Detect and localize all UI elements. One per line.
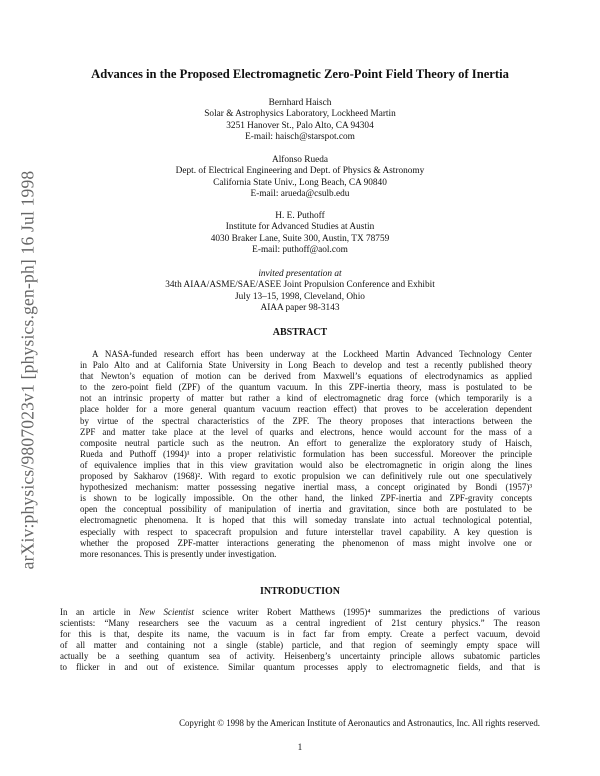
author-name: Bernhard Haisch — [268, 98, 332, 108]
abstract-body — [80, 349, 532, 560]
author-name: H. E. Puthoff — [275, 211, 325, 221]
copyright-notice: Copyright © 1998 by the American Institute of Aeronautics and Astronautics, Inc. All rights reserved. — [179, 718, 540, 728]
author-email: E-mail: puthoff@aol.com — [252, 245, 348, 256]
intro-line: to flicker in and out of existence. Similar quantum processes apply to electromagnetic fields, and that is — [60, 662, 540, 673]
paper-title: Advances in the Proposed Electromagnetic Zero-Point Field Theory of Inertia — [91, 67, 509, 81]
abstract-line: in Palo Alto and at California State University in Long Beach to develop and test a recently published theory — [80, 360, 532, 371]
abstract-line: composite neutral particle such as the neutron. An effort to generalize the exploratory study of Haisch, — [80, 437, 532, 448]
abstract-line: whether the proposed ZPF-matter interactions generating the phenomenon of mass might involve one or — [80, 537, 532, 548]
intro-line: of all matter and containing not a single (stable) particle, and that region of seemingly empty space will — [60, 640, 540, 651]
abstract-line: not an intrinsic property of matter but rather a kind of electromagnetic drag force (which temporarily is a — [80, 393, 532, 404]
invited-note: invited presentation at — [258, 269, 342, 279]
abstract-line: more resonances. This is presently under investigation. — [80, 548, 277, 559]
arxiv-sidebar-stamp — [8, 150, 48, 590]
author-email: E-mail: arueda@csulb.edu — [250, 189, 350, 200]
abstract-line: A NASA-funded research effort has been underway at the Lockheed Martin Advanced Technology Center — [92, 349, 532, 359]
paper-number: AIAA paper 98-3143 — [260, 303, 340, 314]
abstract-line: is shown to be logically impossible. On the other hand, the linked ZPF-inertia and ZPF-gravity concepts — [80, 493, 532, 504]
abstract-line: place holder for a more general quantum vacuum reaction effect) that proves to be acceleration dependent — [80, 404, 532, 415]
author-affiliation: Dept. of Electrical Engineering and Dept. of Physics & Astronomy — [175, 166, 425, 177]
abstract-line: by virtue of the spectral characteristics of the ZPF. The theory proposes that interactions between the — [80, 415, 532, 426]
author-address: 3251 Hanover St., Palo Alto, CA 94304 — [226, 120, 374, 131]
intro-line: In an article in New Scientist science writer Robert Matthews (1995)⁴ summarizes the predictions of various — [60, 607, 540, 617]
author-block-1 — [60, 98, 540, 144]
introduction-heading: INTRODUCTION — [259, 586, 340, 597]
author-email: E-mail: haisch@starspot.com — [245, 132, 355, 143]
author-block-2 — [60, 155, 540, 201]
abstract-line: Rueda and Puthoff (1994)¹ into a proper relativistic formulation has been successful. Moreover the principle — [80, 448, 532, 459]
author-affiliation: Solar & Astrophysics Laboratory, Lockheed Martin — [204, 109, 396, 120]
author-name: Alfonso Rueda — [271, 155, 329, 165]
intro-line: for this is that, despite its name, the vacuum is in fact far from empty. Create a perfect vacuum, devoid — [60, 629, 540, 640]
abstract-line: especially with respect to spacecraft propulsion and future interstellar travel capability. A key question is — [80, 526, 532, 537]
abstract-line: to the zero-point field (ZPF) of the quantum vacuum. In this ZPF-inertia theory, mass is postulated to be — [80, 382, 532, 393]
abstract-line: that Newton’s equation of motion can be derived from Maxwell’s equations of electrodynamics as applied — [80, 371, 532, 382]
abstract-line: of equivalence implies that in this view gravitation would also be electromagnetic in origin along the lines — [80, 459, 532, 470]
intro-line: actually be a seething quantum sea of activity. Heisenberg’s uncertainty principle allows subatomic particles — [60, 651, 540, 662]
abstract-line: electromagnetic phenomena. It is hoped that this will someday translate into actual technological potential, — [80, 515, 532, 526]
author-address: California State Univ., Long Beach, CA 90840 — [213, 177, 387, 188]
introduction-body — [60, 607, 540, 673]
abstract-line: proposed by Sakharov (1968)². With regard to exotic propulsion we can definitively rule out one speculatively — [80, 471, 532, 482]
page-number: 1 — [297, 743, 303, 753]
arxiv-identifier: arXiv:physics/9807023v1 [physics.gen-ph] 16 Jul 1998 — [17, 170, 38, 570]
author-block-3 — [60, 211, 540, 257]
conference-name: 34th AIAA/ASME/SAE/ASEE Joint Propulsion Conference and Exhibit — [165, 280, 435, 291]
intro-line: scientists: “Many researchers see the vacuum as a central ingredient of 21st century physics.” The reason — [60, 618, 540, 629]
abstract-line: ZPF and matter take place at the level of quarks and electrons, hence would account for the mass of a — [80, 426, 532, 437]
abstract-line: open the conceptual possibility of manipulation of inertia and gravitation, since both are postulated to be — [80, 504, 532, 515]
abstract-line: hypothesized mechanism: matter possessing negative inertial mass, a concept originated by Bondi (1957)³ — [80, 482, 532, 493]
abstract-heading: ABSTRACT — [272, 327, 328, 338]
author-address: 4030 Braker Lane, Suite 300, Austin, TX 78759 — [210, 233, 390, 244]
presentation-info — [60, 269, 540, 315]
conference-date: July 13–15, 1998, Cleveland, Ohio — [235, 291, 365, 302]
author-affiliation: Institute for Advanced Studies at Austin — [225, 222, 375, 233]
